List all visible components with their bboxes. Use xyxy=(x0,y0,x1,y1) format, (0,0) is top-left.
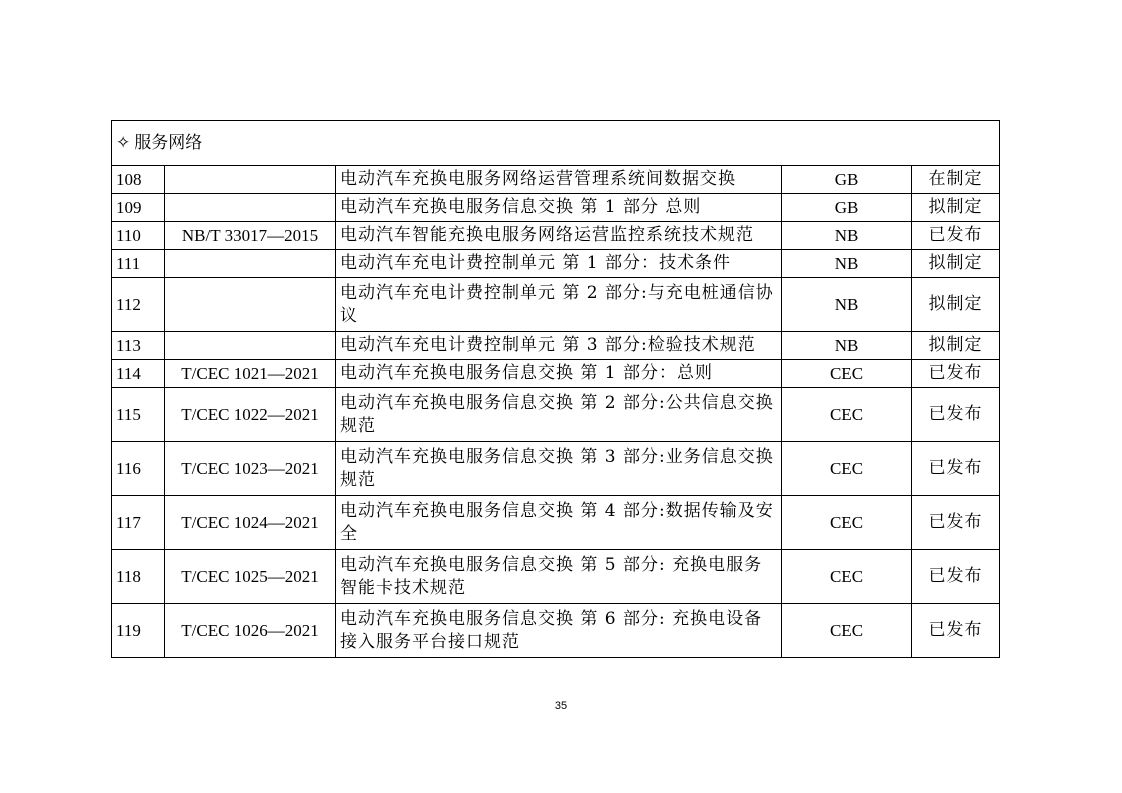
standard-code: T/CEC 1021—2021 xyxy=(165,360,336,388)
row-number: 117 xyxy=(112,496,165,550)
standard-category: CEC xyxy=(782,496,912,550)
standard-name: 电动汽车充电计费控制单元 第 3 部分:检验技术规范 xyxy=(336,332,782,360)
standard-category: NB xyxy=(782,278,912,332)
table-row xyxy=(112,278,1000,332)
table-row xyxy=(112,166,1000,194)
standard-code: T/CEC 1022—2021 xyxy=(165,388,336,442)
table-row xyxy=(112,550,1000,604)
standard-name: 电动汽车充电计费控制单元 第 1 部分：技术条件 xyxy=(336,250,782,278)
standard-name: 电动汽车充换电服务信息交换 第 5 部分: 充换电服务智能卡技术规范 xyxy=(336,550,782,604)
row-number: 108 xyxy=(112,166,165,194)
standard-category: CEC xyxy=(782,388,912,442)
standard-category: CEC xyxy=(782,604,912,658)
standard-status: 已发布 xyxy=(912,442,1000,496)
standard-status: 已发布 xyxy=(912,360,1000,388)
row-number: 115 xyxy=(112,388,165,442)
section-header xyxy=(112,121,1000,166)
standard-category: CEC xyxy=(782,442,912,496)
standard-category: NB xyxy=(782,332,912,360)
row-number: 114 xyxy=(112,360,165,388)
standards-table xyxy=(111,120,1000,658)
section-header-row xyxy=(112,121,1000,166)
standard-category: CEC xyxy=(782,550,912,604)
standard-status: 拟制定 xyxy=(912,194,1000,222)
standard-code xyxy=(165,278,336,332)
standard-status: 拟制定 xyxy=(912,332,1000,360)
standard-name: 电动汽车充换电服务信息交换 第 1 部分：总则 xyxy=(336,360,782,388)
table-row xyxy=(112,222,1000,250)
standard-status: 已发布 xyxy=(912,388,1000,442)
standard-code: T/CEC 1025—2021 xyxy=(165,550,336,604)
diamond-icon: ✧ xyxy=(116,132,131,153)
standard-name: 电动汽车充换电服务信息交换 第 4 部分:数据传输及安全 xyxy=(336,496,782,550)
standard-code xyxy=(165,250,336,278)
row-number: 112 xyxy=(112,278,165,332)
row-number: 111 xyxy=(112,250,165,278)
standard-code: T/CEC 1024—2021 xyxy=(165,496,336,550)
standard-name: 电动汽车充换电服务信息交换 第 1 部分 总则 xyxy=(336,194,782,222)
standard-code xyxy=(165,194,336,222)
standard-category: NB xyxy=(782,222,912,250)
row-number: 113 xyxy=(112,332,165,360)
standard-status: 已发布 xyxy=(912,222,1000,250)
table-row xyxy=(112,388,1000,442)
standard-code: NB/T 33017—2015 xyxy=(165,222,336,250)
table-row xyxy=(112,442,1000,496)
standard-status: 已发布 xyxy=(912,550,1000,604)
standard-category: NB xyxy=(782,250,912,278)
standard-name: 电动汽车充换电服务信息交换 第 6 部分: 充换电设备接入服务平台接口规范 xyxy=(336,604,782,658)
standard-status: 拟制定 xyxy=(912,250,1000,278)
row-number: 119 xyxy=(112,604,165,658)
standard-status: 在制定 xyxy=(912,166,1000,194)
standard-name: 电动汽车充换电服务信息交换 第 3 部分:业务信息交换规范 xyxy=(336,442,782,496)
standard-category: GB xyxy=(782,194,912,222)
page-number: 35 xyxy=(554,700,568,712)
standard-status: 已发布 xyxy=(912,604,1000,658)
table-row xyxy=(112,194,1000,222)
row-number: 110 xyxy=(112,222,165,250)
standard-name: 电动汽车智能充换电服务网络运营监控系统技术规范 xyxy=(336,222,782,250)
standard-code: T/CEC 1026—2021 xyxy=(165,604,336,658)
row-number: 116 xyxy=(112,442,165,496)
row-number: 109 xyxy=(112,194,165,222)
standard-status: 已发布 xyxy=(912,496,1000,550)
table-row xyxy=(112,332,1000,360)
standard-name: 电动汽车充换电服务网络运营管理系统间数据交换 xyxy=(336,166,782,194)
section-title: 服务网络 xyxy=(134,132,203,153)
row-number: 118 xyxy=(112,550,165,604)
table-row xyxy=(112,604,1000,658)
standard-category: CEC xyxy=(782,360,912,388)
standard-name: 电动汽车充换电服务信息交换 第 2 部分:公共信息交换规范 xyxy=(336,388,782,442)
table-row xyxy=(112,496,1000,550)
standard-status: 拟制定 xyxy=(912,278,1000,332)
table-row xyxy=(112,360,1000,388)
standard-code xyxy=(165,332,336,360)
table-row xyxy=(112,250,1000,278)
standard-category: GB xyxy=(782,166,912,194)
standard-code xyxy=(165,166,336,194)
standard-code: T/CEC 1023—2021 xyxy=(165,442,336,496)
standard-name: 电动汽车充电计费控制单元 第 2 部分:与充电桩通信协议 xyxy=(336,278,782,332)
